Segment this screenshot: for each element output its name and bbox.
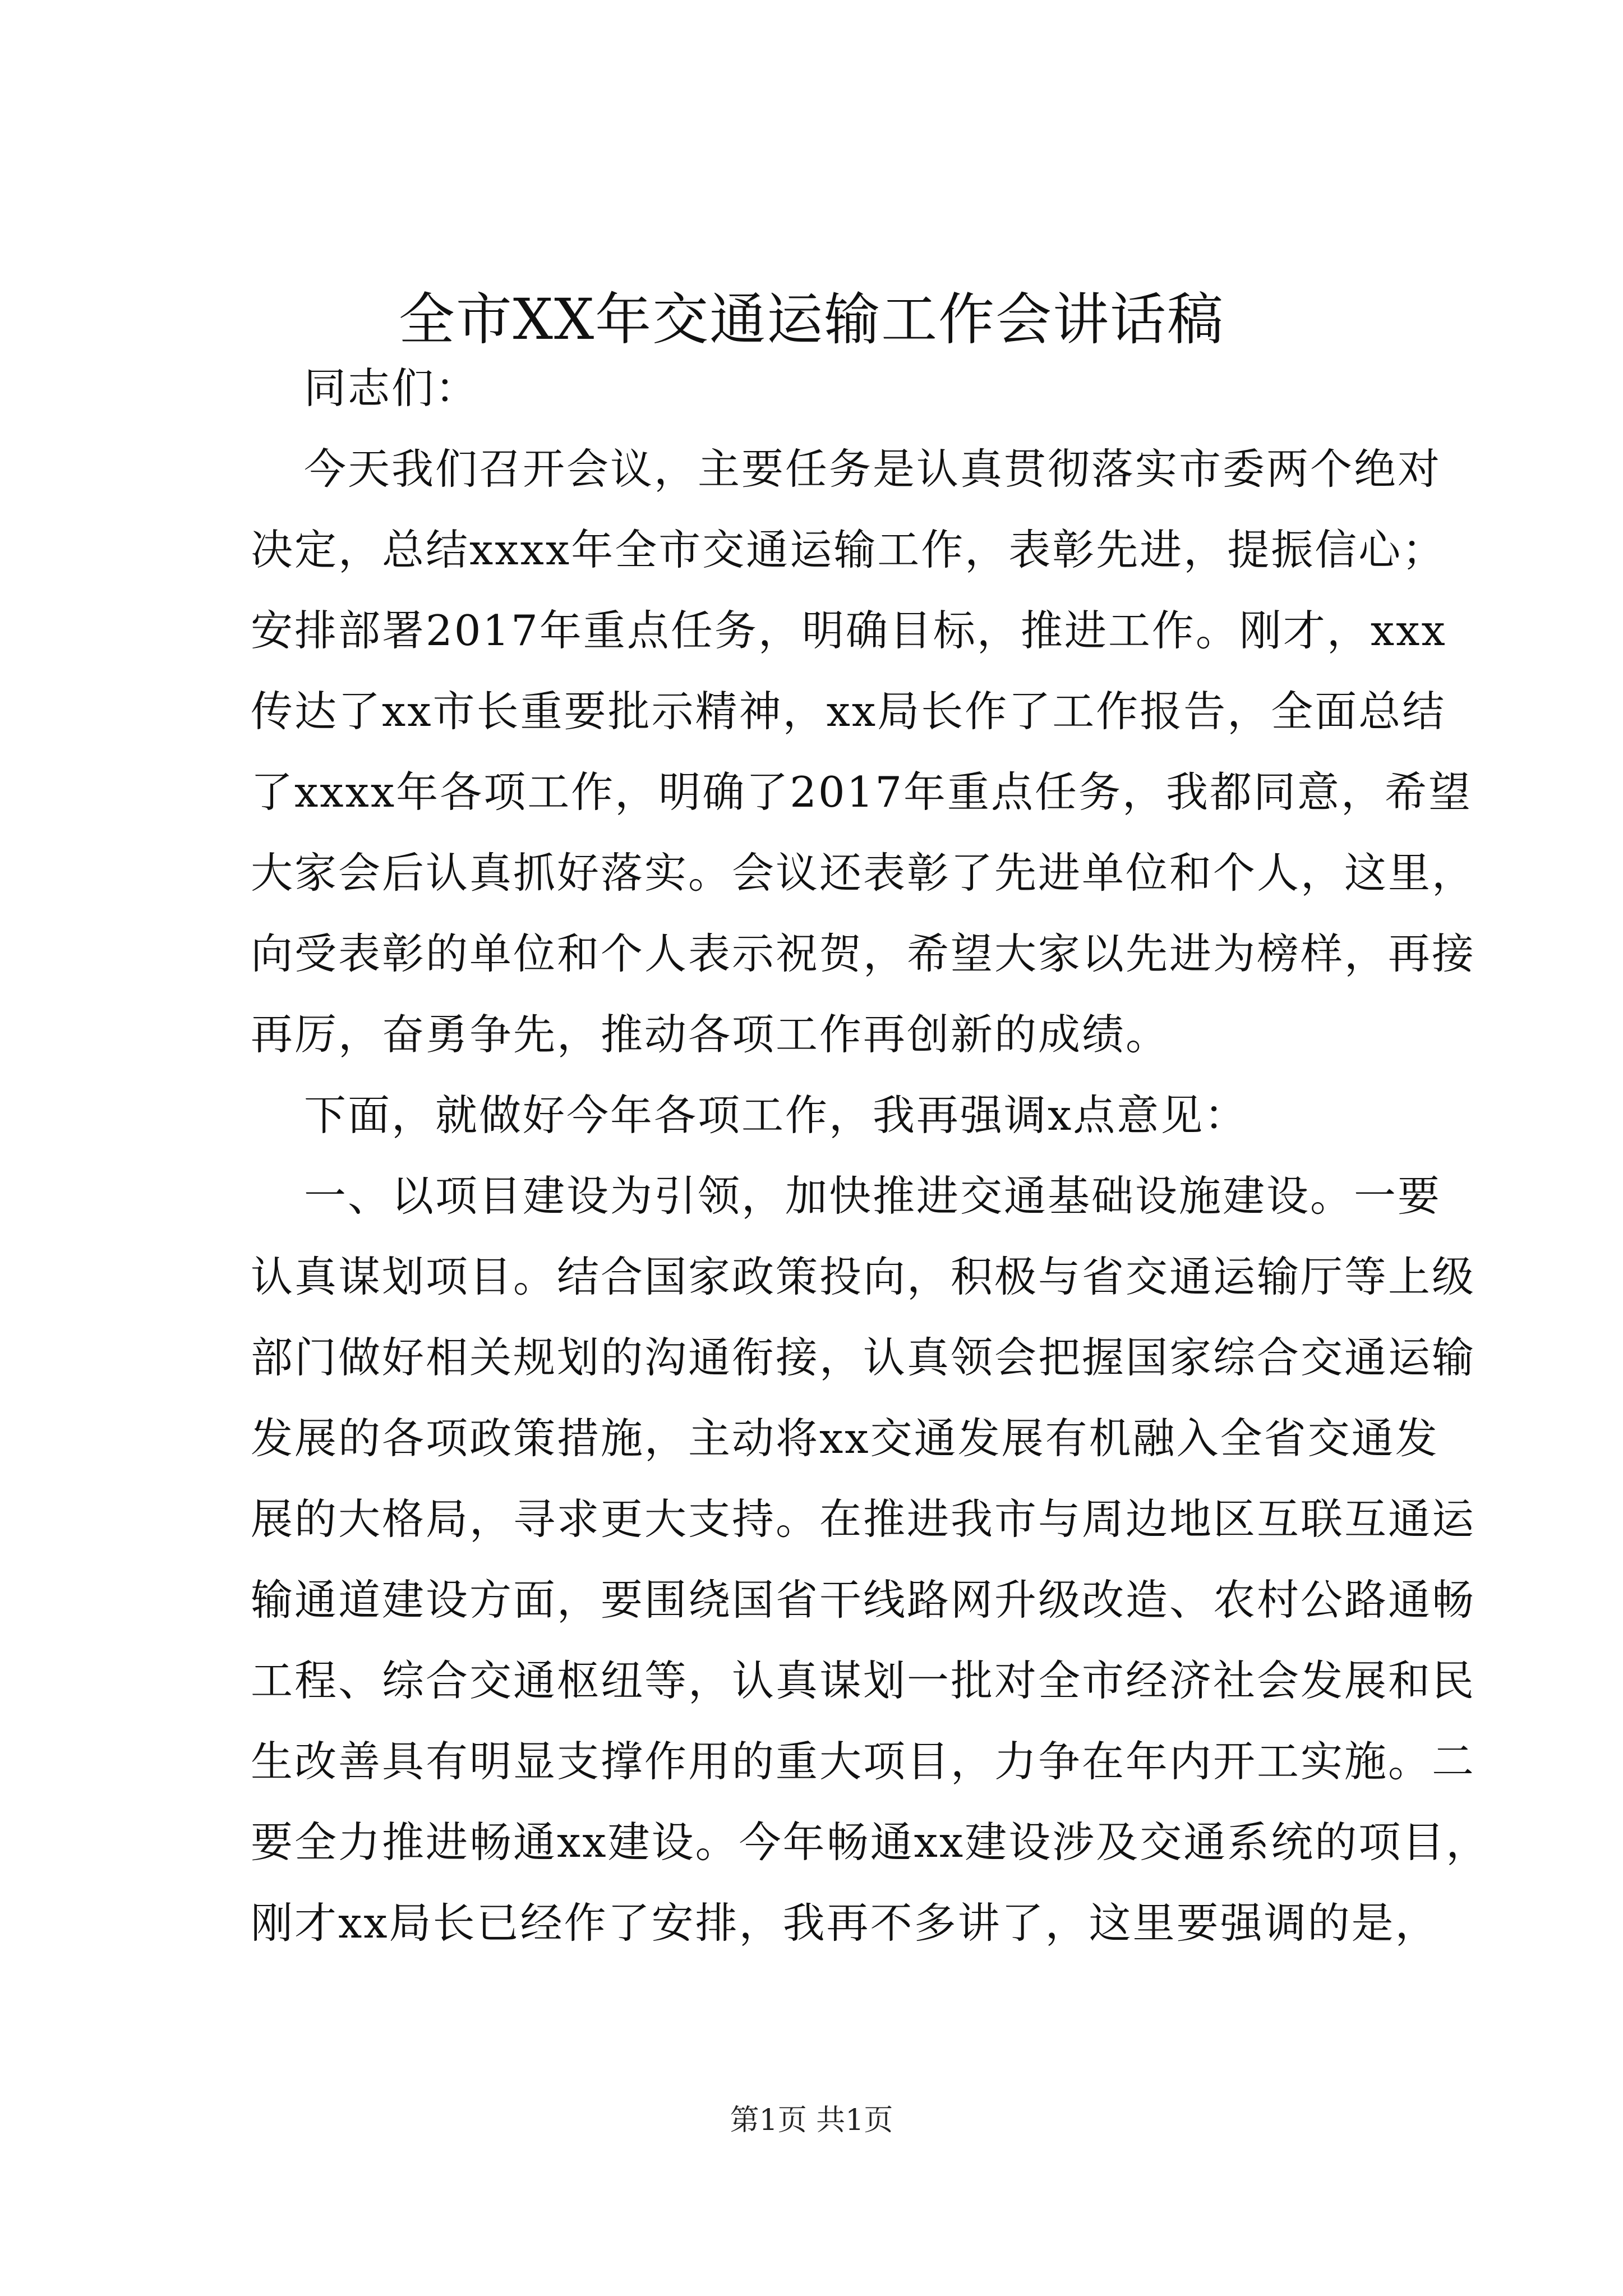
paragraph-line: 下面，就做好今年各项工作，我再强调x点意见： <box>304 1091 1248 1140</box>
page-title: 全市XX年交通运输工作会讲话稿 <box>398 287 1225 352</box>
paragraph-line: 大家会后认真抓好落实。会议还表彰了先进单位和个人，这里， <box>251 848 1476 898</box>
paragraph-line: 安排部署2017年重点任务，明确目标，推进工作。刚才，xxx <box>251 606 1447 655</box>
paragraph-line: 刚才xx局长已经作了安排，我再不多讲了，这里要强调的是， <box>251 1898 1439 1948</box>
paragraph-line: 了xxxx年各项工作，明确了2017年重点任务，我都同意，希望 <box>251 767 1473 817</box>
paragraph-line: 生改善具有明显支撑作用的重大项目，力争在年内开工实施。二 <box>251 1737 1476 1786</box>
paragraph-line: 向受表彰的单位和个人表示祝贺，希望大家以先进为榜样，再接 <box>251 929 1476 978</box>
salutation-line: 同志们： <box>304 364 479 413</box>
paragraph-line: 输通道建设方面，要围绕国省干线路网升级改造、农村公路通畅 <box>251 1575 1476 1625</box>
paragraph-line: 再厉，奋勇争先，推动各项工作再创新的成绩。 <box>251 1010 1170 1059</box>
paragraph-line: 展的大格局，寻求更大支持。在推进我市与周边地区互联互通运 <box>251 1494 1476 1544</box>
document-body <box>251 348 1490 1963</box>
paragraph-line: 今天我们召开会议，主要任务是认真贯彻落实市委两个绝对 <box>304 444 1442 494</box>
paragraph-line: 部门做好相关规划的沟通衔接，认真领会把握国家综合交通运输 <box>251 1333 1476 1382</box>
paragraph-line: 传达了xx市长重要批示精神，xx局长作了工作报告，全面总结 <box>251 687 1446 736</box>
paragraph-line: 认真谋划项目。结合国家政策投向，积极与省交通运输厅等上级 <box>251 1252 1476 1301</box>
paragraph-line: 工程、综合交通枢纽等，认真谋划一批对全市经济社会发展和民 <box>251 1656 1476 1705</box>
paragraph-line: 发展的各项政策措施，主动将xx交通发展有机融入全省交通发 <box>251 1414 1439 1463</box>
paragraph-line: 要全力推进畅通xx建设。今年畅通xx建设涉及交通系统的项目， <box>251 1818 1490 1867</box>
paragraph-line: 决定，总结xxxx年全市交通运输工作，表彰先进，提振信心； <box>251 525 1446 574</box>
page-number-footer: 第1页 共1页 <box>730 2104 893 2137</box>
paragraph-line: 一、以项目建设为引领，加快推进交通基础设施建设。一要 <box>304 1171 1442 1221</box>
